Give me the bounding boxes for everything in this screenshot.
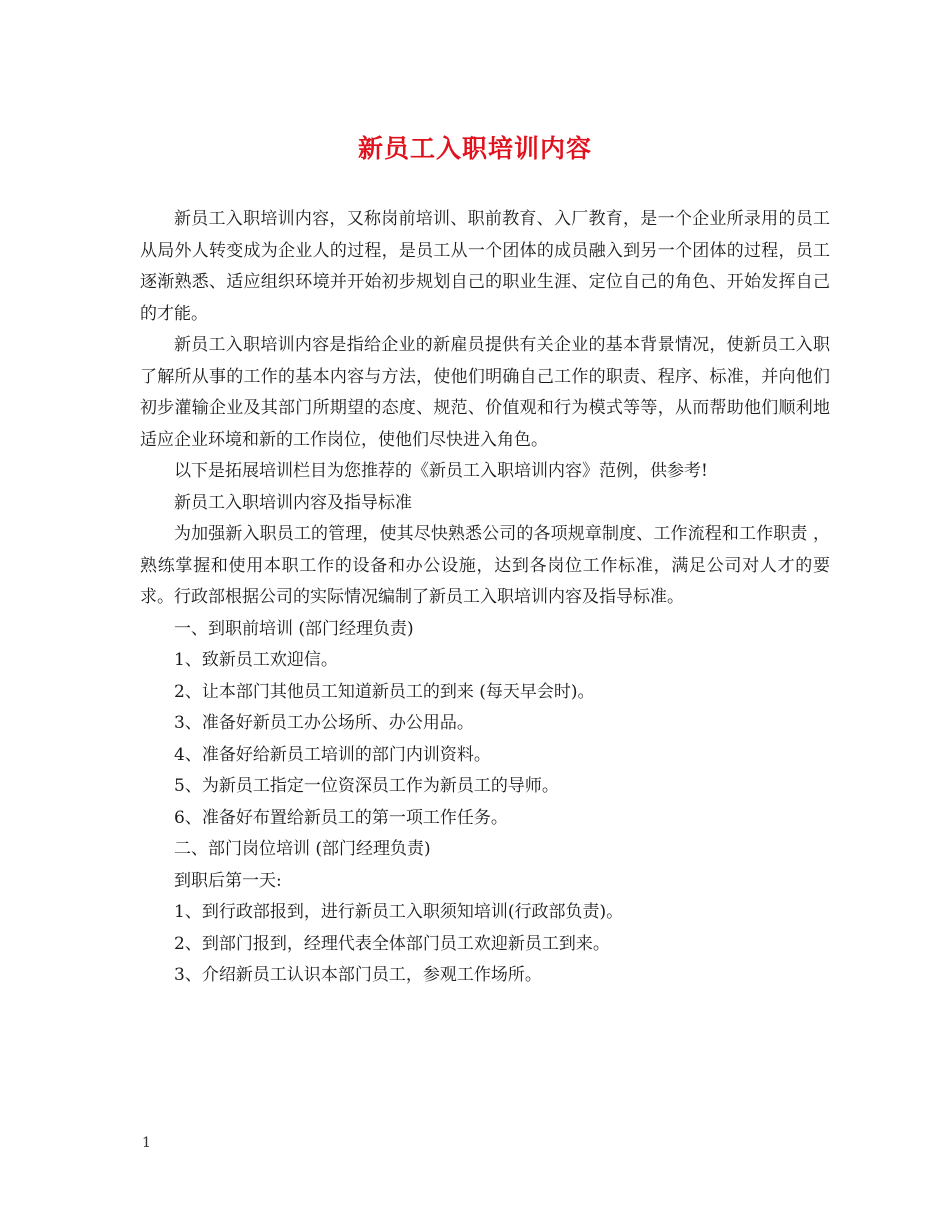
document-title: 新员工入职培训内容 bbox=[357, 134, 592, 163]
list-item: 6、准备好布置给新员工的第一项工作任务。 bbox=[174, 807, 508, 828]
list-item: 4、准备好给新员工培训的部门内训资料。 bbox=[174, 744, 491, 765]
section-heading-department-training: 二、部门岗位培训 (部门经理负责) bbox=[174, 839, 431, 859]
list-item: 3、介绍新员工认识本部门员工，参观工作场所。 bbox=[174, 965, 542, 985]
section-heading: 新员工入职培训内容及指导标准 bbox=[174, 492, 412, 513]
list-item: 2、到部门报到，经理代表全体部门员工欢迎新员工到来。 bbox=[174, 933, 610, 954]
list-item: 2、让本部门其他员工知道新员工的到来 (每天早会时)。 bbox=[174, 681, 595, 702]
paragraph-purpose: 为加强新入职员工的管理，使其尽快熟悉公司的各项规章制度、工作流程和工作职责 ，熟练掌握和使用本职工作的设备和办公设施，达到各岗位工作标准，满足公司对人才的要求。行政部根据公司的实际情况编制了新员工入职培训内容及指导标准。 bbox=[140, 524, 830, 607]
subheading-first-day: 到职后第一天: bbox=[174, 870, 282, 891]
list-item: 5、为新员工指定一位资深员工作为新员工的导师。 bbox=[174, 776, 559, 796]
document-body bbox=[140, 204, 830, 992]
paragraph-definition: 新员工入职培训内容是指给企业的新雇员提供有关企业的基本背景情况，使新员工入职了解所从事的工作的基本内容与方法，使他们明确自己工作的职责、程序、标准，并向他们初步灌输企业及其部门所期望的态度、规范、价值观和行为模式等等，从而帮助他们顺利地适应企业环境和新的工作岗位，使他们尽快进入角色。 bbox=[140, 335, 830, 450]
page-number: 1 bbox=[142, 1135, 151, 1151]
list-item: 1、致新员工欢迎信。 bbox=[174, 650, 338, 670]
paragraph-recommendation: 以下是拓展培训栏目为您推荐的《新员工入职培训内容》范例，供参考! bbox=[174, 461, 708, 481]
paragraph-intro: 新员工入职培训内容，又称岗前培训、职前教育、入厂教育，是一个企业所录用的员工从局外人转变成为企业人的过程，是员工从一个团体的成员融入到另一个团体的过程，员工逐渐熟悉、适应组织环境并开始初步规划自己的职业生涯、定位自己的角色、开始发挥自己的才能。 bbox=[140, 209, 830, 324]
list-item: 1、到行政部报到，进行新员工入职须知培训(行政部负责)。 bbox=[174, 902, 624, 922]
section-heading-pre-employment: 一、到职前培训 (部门经理负责) bbox=[174, 618, 414, 639]
list-item: 3、准备好新员工办公场所、办公用品。 bbox=[174, 713, 474, 733]
